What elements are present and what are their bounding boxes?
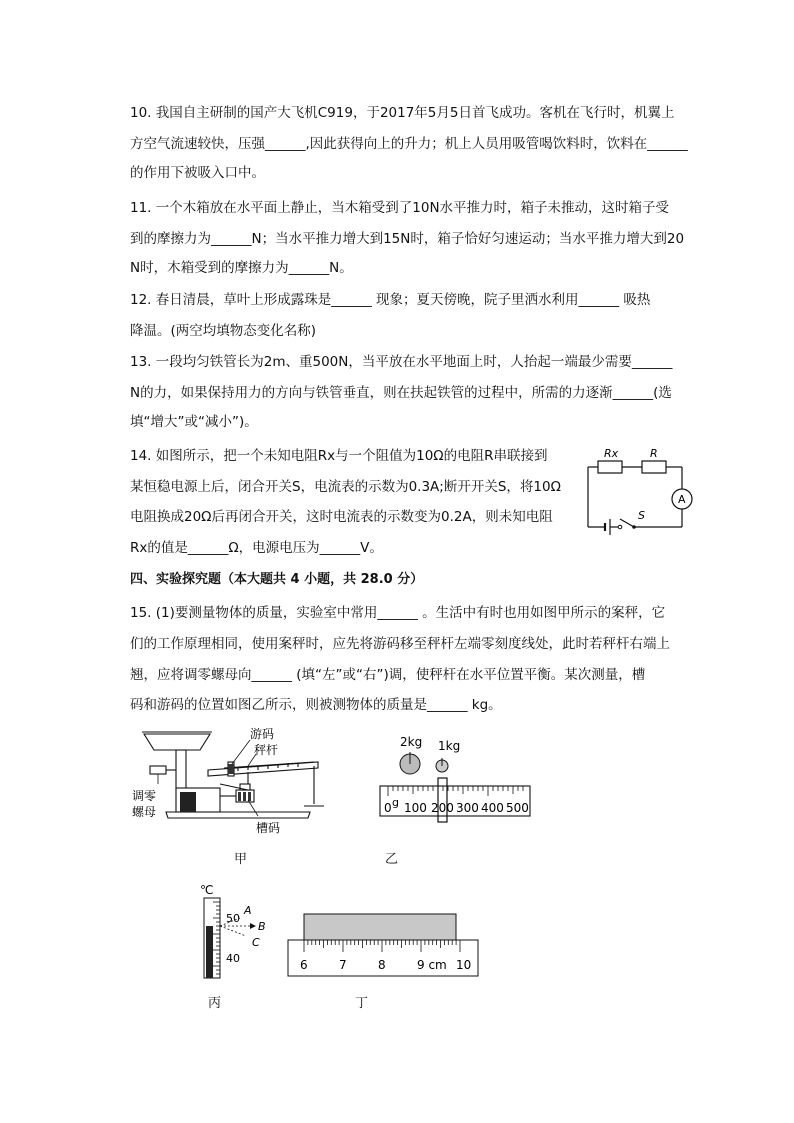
scale-tick-0: 0 xyxy=(384,801,392,815)
rx-label: Rx xyxy=(604,447,619,460)
scale-tick-500: 500 xyxy=(506,801,529,815)
thermometer-tick-40: 40 xyxy=(226,952,240,965)
switch-label: S xyxy=(638,509,645,522)
mercury-column xyxy=(206,926,213,978)
r-label: R xyxy=(650,447,658,460)
scale-unit-g: g xyxy=(392,796,399,809)
figure-bing-thermometer xyxy=(196,882,276,982)
q15-line-3: 翘，应将调零螺母向______ (填“左”或“右”)调，使秤杆在水平位置平衡。某次测量，槽 xyxy=(130,667,646,683)
thermometer-unit: ℃ xyxy=(200,883,214,897)
ruler-tick-7: 7 xyxy=(339,958,347,972)
scale-tick-200: 200 xyxy=(431,801,454,815)
q15-line-1: 15. (1)要测量物体的质量，实验室中常用______ 。生活中有时也用如图甲所示的案秤，它 xyxy=(130,605,666,621)
scale-tick-300: 300 xyxy=(456,801,479,815)
figure-yi-caption: 乙 xyxy=(385,852,399,867)
q10-line-3: 的作用下被吸入口中。 xyxy=(130,165,265,181)
figure-jia-platform-scale xyxy=(128,724,338,844)
q14-line-1: 14. 如图所示，把一个未知电阻Rx与一个阻值为10Ω的电阻R串联接到 xyxy=(130,448,548,464)
ruler-tick-8: 8 xyxy=(378,958,386,972)
q15-line-4: 码和游码的位置如图乙所示，则被测物体的质量是______ kg。 xyxy=(130,697,502,713)
resistor-r xyxy=(642,461,666,473)
q11-line-1: 11. 一个木箱放在水平面上静止，当木箱受到了10N水平推力时，箱子未推动，这时箱子受 xyxy=(130,200,670,216)
measured-block xyxy=(304,914,456,940)
figure-ding-caption: 丁 xyxy=(355,996,369,1011)
weight-2kg-label: 2kg xyxy=(400,735,423,749)
label-youma: 游码 xyxy=(250,727,275,741)
q12-line-2: 降温。(两空均填物态变化名称) xyxy=(130,323,317,339)
q12-line-1: 12. 春日清晨，草叶上形成露珠是______ 现象；夏天傍晚，院子里洒水利用______ 吸热 xyxy=(130,292,651,308)
figure-bing-caption: 丙 xyxy=(208,996,222,1011)
q10-line-2: 方空气流速较快，压强______,因此获得向上的升力；机上人员用吸管喝饮料时，饮料在______ xyxy=(130,136,688,152)
q14-line-4: Rx的值是______Ω，电源电压为______V。 xyxy=(130,540,383,556)
q13-line-3: 填“增大”或“减小”)。 xyxy=(130,414,258,430)
figure-jia-caption: 甲 xyxy=(234,852,248,867)
q11-line-3: N时，木箱受到的摩擦力为______N。 xyxy=(130,260,353,276)
eye-position-a: A xyxy=(244,904,252,917)
scale-tick-100: 100 xyxy=(404,801,427,815)
eye-position-c: C xyxy=(252,936,260,949)
q10-line-1: 10. 我国自主研制的国产大飞机C919，于2017年5月5日首飞成功。客机在飞行时，机翼上 xyxy=(130,105,675,121)
label-luomu: 螺母 xyxy=(132,805,157,819)
ammeter-label: A xyxy=(678,493,686,506)
q13-line-2: N的力，如果保持用力的方向与铁管垂直，则在扶起铁管的过程中，所需的力逐渐______(选 xyxy=(130,385,672,401)
label-chenggan: 秤杆 xyxy=(254,743,279,757)
eye-position-b: B xyxy=(258,920,266,933)
switch-blade xyxy=(620,519,634,527)
figure-yi-beam-reading xyxy=(376,734,536,824)
ruler-tick-6: 6 xyxy=(300,958,308,972)
ruler-tick-10: 10 xyxy=(456,958,472,972)
q14-line-2: 某恒稳电源上后，闭合开关S，电流表的示数为0.3A;断开开关S，将10Ω xyxy=(130,479,561,495)
thermometer-tick-50: 50 xyxy=(226,912,240,925)
label-caoma: 槽码 xyxy=(256,821,281,835)
q14-line-3: 电阻换成20Ω后再闭合开关，这时电流表的示数变为0.2A，则未知电阻 xyxy=(130,509,553,525)
section-4-heading: 四、实验探究题（本大题共 4 小题，共 28.0 分） xyxy=(130,572,424,587)
scale-tick-400: 400 xyxy=(481,801,504,815)
q13-line-1: 13. 一段均匀铁管长为2m、重500N，当平放在水平地面上时，人抬起一端最少需要______ xyxy=(130,354,673,370)
label-tiaoling: 调零 xyxy=(132,789,157,803)
q11-line-2: 到的摩擦力为______N；当水平推力增大到15N时，箱子恰好匀速运动；当水平推力增大到20 xyxy=(130,231,685,247)
ruler-tick-9: 9 cm xyxy=(417,958,447,972)
figure-ding-ruler xyxy=(286,912,482,976)
circuit-diagram xyxy=(580,445,700,545)
beam xyxy=(208,762,318,776)
resistor-rx xyxy=(598,461,622,473)
weight-1kg-label: 1kg xyxy=(438,739,461,753)
q15-line-2: 们的工作原理相同，使用案秤时，应先将游码移至秤杆左端零刻度线处，此时若秤杆右端上 xyxy=(130,636,670,652)
